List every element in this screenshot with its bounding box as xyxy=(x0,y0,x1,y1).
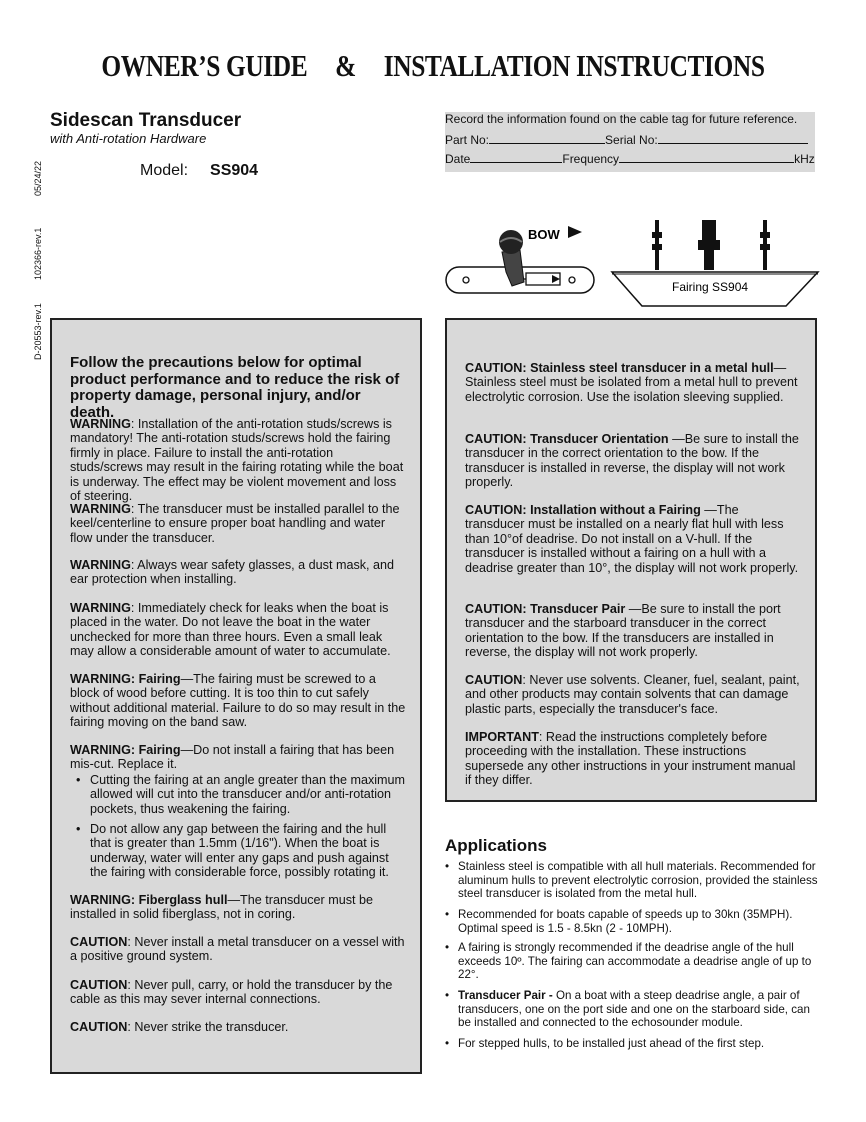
precautions-lead: Follow the precautions below for optimal product performance and to reduce the risk of property damage, personal injury, and/or death. xyxy=(70,354,400,421)
fairing-bullet-angle: • Cutting the fairing at an angle greater than the maximum allowed will cut into the transducer and/or anti-rotation pockets, thus weakening the fairing. xyxy=(90,773,406,816)
warning-anti-rotation: WARNING: Installation of the anti-rotation studs/screws is mandatory! The anti-rotation studs/screws hold the fairing firmly in place. Failure to install the anti-rotation studs/screws may result in the fairing rotating while the boat is underway. The effect may be violent movement and loss of steering. xyxy=(70,417,404,504)
record-info-box xyxy=(445,112,815,172)
date-label: Date xyxy=(445,152,471,166)
fairing-bullet-gap: • Do not allow any gap between the fairing and the hull that is greater than 1.5mm (1/16"). When the boat is underway, water will enter any gaps and push against the fairing with considerable force, possibly rotating it. xyxy=(90,822,406,880)
warning-fairing-cutting: WARNING: Fairing—The fairing must be screwed to a block of wood before cutting. It is too thin to cut safely without additional material. Failure to do so may result in the fairing moving on the band saw. xyxy=(70,672,406,730)
model-label: Model: xyxy=(140,162,189,179)
main-title-right: INSTALLATION INSTRUCTIONS xyxy=(383,48,765,83)
application-bullet-speed: • Recommended for boats capable of speeds up to 30kn (35MPH). Optimal speed is 1.5 - 8.5kn (2 - 10MPH). xyxy=(458,908,818,935)
model-value: SS904 xyxy=(210,162,259,179)
side-code-doc: 102366-rev.1 xyxy=(33,227,43,280)
warning-parallel: WARNING: The transducer must be installed parallel to the keel/centerline to ensure proper boat handling and water flow under the transducer. xyxy=(70,502,400,545)
model-row xyxy=(140,162,258,180)
caution-cable: CAUTION: Never pull, carry, or hold the transducer by the cable as this may sever internal connections. xyxy=(70,978,393,1007)
important-read: IMPORTANT: Read the instructions completely before proceeding with the installation. These instructions supersede any other instructions in your instrument manual if they differ. xyxy=(465,730,796,788)
caution-solvents: CAUTION: Never use solvents. Cleaner, fuel, sealant, paint, and other products may contain solvents that can damage plastic parts, especially the transducer's face. xyxy=(465,673,800,716)
application-bullet-stainless: • Stainless steel is compatible with all hull materials. Recommended for aluminum hulls to prevent electrolytic corrosion, provided the stainless steel transducer is isolated from the metal hull. xyxy=(458,860,818,901)
precautions-panel xyxy=(50,318,422,1074)
caution-strike: CAUTION: Never strike the transducer. xyxy=(70,1020,289,1034)
transducer-top-view xyxy=(446,230,594,293)
application-bullet-fairing: • A fairing is strongly recommended if the deadrise angle of the hull exceeds 10º. The fairing can accommodate a deadrise angle of up to 22°. xyxy=(458,941,818,982)
record-part-serial-row xyxy=(445,133,808,147)
date-field[interactable] xyxy=(470,152,562,163)
caution-stainless-metal-hull: CAUTION: Stainless steel transducer in a metal hull—Stainless steel must be isolated from a metal hull to prevent electrolytic corrosion. Use the isolation sleeving supplied. xyxy=(465,361,798,404)
side-code-date: 05/24/22 xyxy=(33,160,43,196)
record-date-frequency-row xyxy=(445,152,815,166)
fairing-label: Fairing SS904 xyxy=(672,280,749,294)
transducer-diagram xyxy=(440,212,820,312)
frequency-label: Frequency xyxy=(562,152,620,166)
warning-leaks: WARNING: Immediately check for leaks when the boat is placed in the water. Do not leave the boat in the water unchecked for more than three hours. Even a small leak may allow a considerable amount of water to accumulate. xyxy=(70,601,391,659)
khz-unit: kHz xyxy=(794,152,815,166)
serial-no-field[interactable] xyxy=(658,133,808,144)
application-bullet-stepped: • For stepped hulls, to be installed just ahead of the first step. xyxy=(458,1037,818,1051)
main-title xyxy=(78,48,788,84)
record-instruction: Record the information found on the cable tag for future reference. xyxy=(445,112,798,126)
main-title-ampersand: & xyxy=(335,48,356,83)
part-no-label: Part No: xyxy=(445,133,490,147)
caution-orientation: CAUTION: Transducer Orientation —Be sure to install the transducer in the correct orientation to the bow. If the transducer is installed in reverse, the display will not work properly. xyxy=(465,432,799,490)
serial-no-label: Serial No: xyxy=(605,133,658,147)
main-title-left: OWNER’S GUIDE xyxy=(101,48,308,83)
caution-transducer-pair: CAUTION: Transducer Pair —Be sure to install the port transducer and the starboard transducer in the correct orientation to the bow. If the transducers are installed in reverse, the display will not work properly. xyxy=(465,602,781,660)
caution-positive-ground: CAUTION: Never install a metal transducer on a vessel with a positive ground system. xyxy=(70,935,405,964)
part-no-field[interactable] xyxy=(489,133,605,144)
product-title: Sidescan Transducer xyxy=(50,110,242,131)
application-bullet-pair: • Transducer Pair - On a boat with a steep deadrise angle, a pair of transducers, one on the port side and one on the starboard side, can be installed and connected to the echosounder module. xyxy=(458,989,818,1030)
frequency-field[interactable] xyxy=(619,152,794,163)
caution-no-fairing: CAUTION: Installation without a Fairing —The transducer must be installed on a nearly flat hull with less than 10°of deadrise. Do not install on a V-hull. If the transducer is installed without a fairing on a hull with a deadrise greater than 10°, the display will not work properly. xyxy=(465,503,799,575)
side-code-drawing: D-20553-rev.1 xyxy=(33,303,43,360)
warning-safety-glasses: WARNING: Always wear safety glasses, a dust mask, and ear protection when installing. xyxy=(70,558,395,587)
warning-fiberglass: WARNING: Fiberglass hull—The transducer must be installed in solid fiberglass, not in coring. xyxy=(70,893,374,922)
bow-label: BOW xyxy=(528,227,560,242)
cautions-panel xyxy=(445,318,817,802)
warning-fairing-miscut: WARNING: Fairing—Do not install a fairing that has been mis-cut. Replace it. xyxy=(70,743,395,772)
applications-title: Applications xyxy=(445,836,548,855)
bow-arrow-icon xyxy=(568,226,582,238)
product-subtitle: with Anti-rotation Hardware xyxy=(50,131,207,146)
